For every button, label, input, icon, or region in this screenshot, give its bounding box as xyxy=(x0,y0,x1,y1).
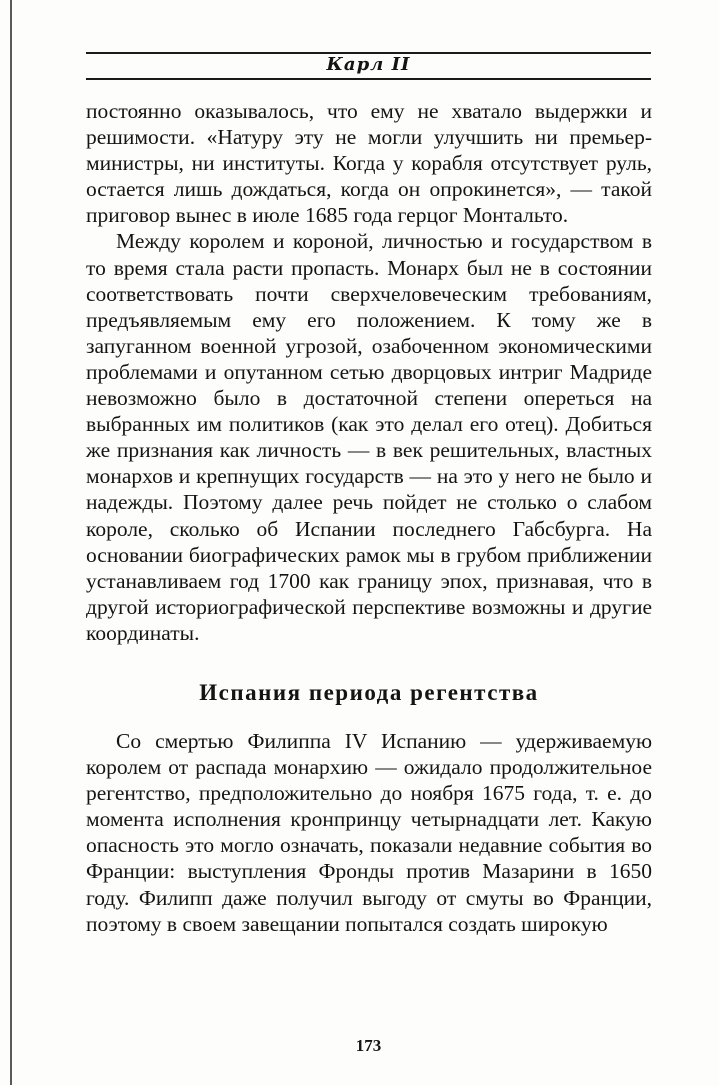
header-rule-bottom xyxy=(86,78,651,80)
section-heading: Испания периода регентства xyxy=(199,679,539,705)
paragraph-1: постоянно оказывалось, что ему не хватало выдержки и решимости. «Натуру эту не могли улучшить ни премьер-министры, ни институты. Когда у корабля отсутствует руль, остается лишь дождаться, когда он опрокинется», — такой приговор вынес в июле 1685 года герцог Монтальто. xyxy=(86,99,652,228)
running-head: Карл II xyxy=(326,54,411,75)
paragraph-3: Со смертью Филиппа IV Испанию — удерживаемую королем от распада монархию — ожидало продолжительное регентство, предположительно до ноября 1675 года, т. е. до момента исполнения кронпринцу четырнадцати лет. Какую опасность это могло означать, показали недавние события во Франции: выступления Фронды против Мазарини в 1650 году. Филипп даже получил выгоду от смуты во Франции, поэтому в своем завещании попытался создать широкую xyxy=(86,728,652,936)
page-body xyxy=(86,98,652,937)
page-number: 173 xyxy=(355,1036,382,1055)
paragraph-2: Между королем и короной, личностью и государством в то время стала расти пропасть. Монарх был не в состоянии соответствовать почти сверхчеловеческим требованиям, предъявляемым ему его положением. К тому же в запуганном военной угрозой, озабоченном экономическими проблемами и опутанном сетью дворцовых интриг Мадриде невозможно было в достаточной степени опереться на выбранных им политиков (как это делал его отец). Добиться же признания как личность — в век решительных, властных монархов и крепнущих государств — на это у него не было и надежды. Поэтому далее речь пойдет не столько о слабом короле, сколько об Испании последнего Габсбурга. На основании биографических рамок мы в грубом приближении устанавливаем год 1700 как границу эпох, признавая, что в другой историографической перспективе возможны и другие координаты. xyxy=(86,229,652,645)
page-binding-edge xyxy=(10,0,12,1085)
